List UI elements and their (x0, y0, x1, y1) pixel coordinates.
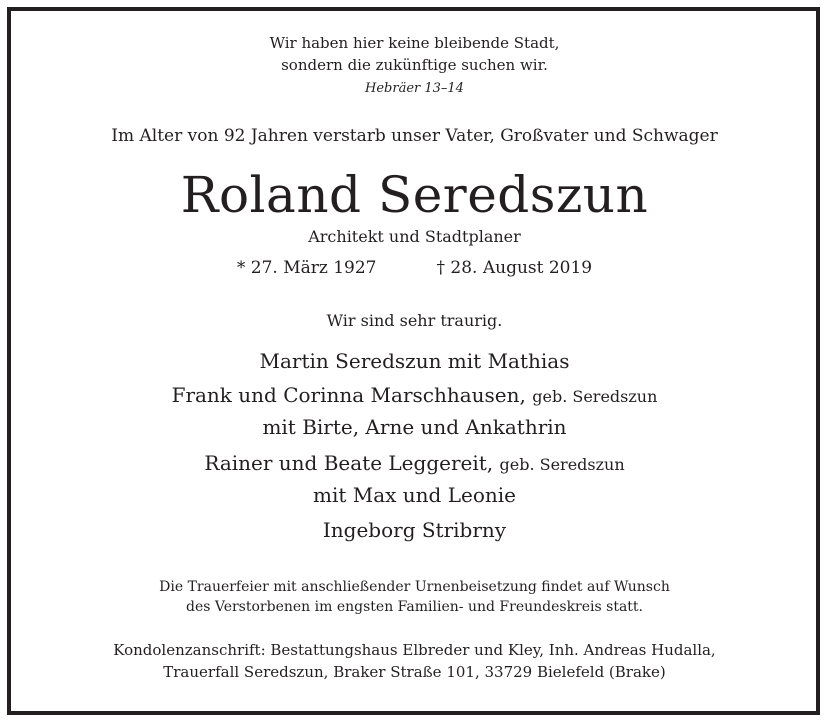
family-names: Martin Seredszun mit Mathias (259, 349, 570, 373)
family-names: Frank und Corinna Marschhausen, (171, 383, 526, 407)
birth-name-note: geb. Seredszun (532, 387, 658, 406)
intro-text: Im Alter von 92 Jahren verstarb unser Vater, Großvater und Schwager (111, 126, 718, 146)
family-names: mit Birte, Arne und Ankathrin (262, 415, 567, 439)
family-line-4 (0, 453, 829, 473)
family-line-5 (0, 485, 829, 505)
life-dates (0, 260, 829, 277)
sad-line: Wir sind sehr traurig. (326, 311, 503, 330)
family-names: mit Max und Leonie (313, 483, 516, 507)
funeral-notice-line-2: des Verstorbenen im engsten Familien- und Freundeskreis statt. (186, 599, 643, 615)
condolence-line-1: Kondolenzanschrift: Bestattungshaus Elbreder und Kley, Inh. Andreas Hudalla, (113, 641, 716, 659)
verse-line-1: Wir haben hier keine bleibende Stadt, (269, 34, 560, 52)
condolence-line-2: Trauerfall Seredszun, Braker Straße 101, 33729 Bielefeld (Brake) (163, 663, 666, 681)
birth-date: * 27. März 1927 (236, 258, 377, 278)
verse-reference: Hebräer 13–14 (365, 81, 464, 96)
deceased-profession: Architekt und Stadtplaner (308, 227, 521, 246)
birth-name-note: geb. Seredszun (499, 455, 625, 474)
family-names: Ingeborg Stribrny (322, 518, 507, 542)
family-line-2 (0, 385, 829, 405)
family-line-6 (0, 520, 829, 540)
death-date: † 28. August 2019 (436, 258, 593, 278)
deceased-name: Roland Seredszun (180, 166, 649, 224)
funeral-notice-line-1: Die Trauerfeier mit anschließender Urnenbeisetzung findet auf Wunsch (159, 579, 670, 595)
family-line-1 (0, 351, 829, 371)
family-names: Rainer und Beate Leggereit, (204, 451, 494, 475)
verse-line-2: sondern die zukünftige suchen wir. (281, 56, 548, 74)
family-line-3 (0, 417, 829, 437)
